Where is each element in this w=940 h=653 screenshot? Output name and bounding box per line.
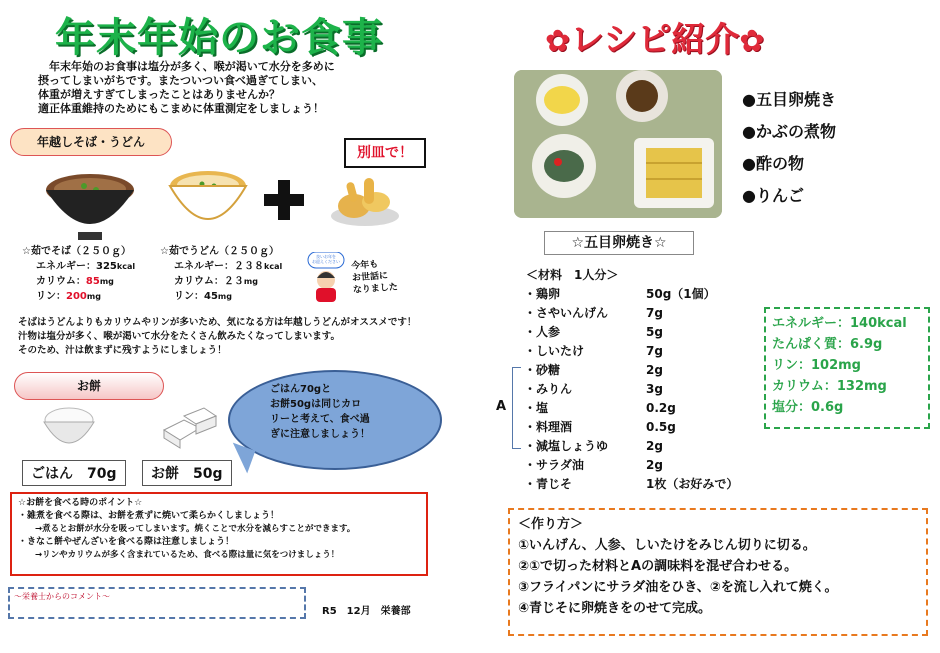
unit: mg xyxy=(86,292,101,301)
ingredient-amount: 3g xyxy=(646,382,663,396)
left-title: 年末年始のお食事 xyxy=(55,15,383,61)
menu-item: ●五目卵焼き xyxy=(742,90,836,109)
rice-bowl-image xyxy=(40,404,98,452)
label: リン： xyxy=(174,291,204,302)
howto-header: ＜作り方＞ xyxy=(518,517,584,532)
mochi-points-box xyxy=(10,492,428,576)
ingredients-header: ＜材料 1人分＞ xyxy=(526,268,619,282)
note-line: そばはうどんよりもカリウムやリンが多いため、気になる方は年越しうどんがオススメです！ xyxy=(18,317,417,328)
ingredient-amount: 2g xyxy=(646,363,663,377)
ingredient-row xyxy=(524,285,754,304)
nutrition-line: リン：102mg xyxy=(772,358,861,373)
udon-bowl-image xyxy=(168,166,248,238)
ingredient-name: ・砂糖 xyxy=(524,363,561,377)
ingredient-name: ・サラダ油 xyxy=(524,458,584,472)
howto-step: ②①で切った材料とAの調味料を混ぜ合わせる。 xyxy=(518,559,798,574)
howto-step: ①いんげん、人参、しいたけをみじん切りに切る。 xyxy=(518,538,816,553)
flower-icon: ✿ xyxy=(739,24,765,59)
menu-list xyxy=(742,84,836,212)
intro-line: 適正体重維持のためにもこまめに体重測定をしましょう！ xyxy=(38,102,324,115)
ingredient-name: ・塩 xyxy=(524,401,549,415)
ingredient-row xyxy=(524,456,754,475)
ingredient-row xyxy=(524,475,754,494)
ingredient-row xyxy=(524,380,754,399)
udon-phosphorus xyxy=(160,289,310,304)
ingredient-name: ・青じそ xyxy=(524,477,573,491)
points-line: →リンやカリウムが多く含まれているため、食べる際は量に気をつけましょう！ xyxy=(18,550,340,560)
unit: mg xyxy=(243,277,258,286)
value: ２３ xyxy=(223,276,244,287)
comment-label: ～栄養士からのコメント～ xyxy=(14,592,110,601)
intro-line: 体重が増えすぎてしまったことはありませんか？ xyxy=(38,88,280,101)
soba-potassium xyxy=(22,274,162,289)
label: カリウム： xyxy=(36,276,86,287)
right-title-text: レシピ紹介 xyxy=(570,20,740,60)
ingredient-row xyxy=(524,418,754,437)
label: エネルギー： xyxy=(36,261,96,272)
recipe-title: ☆五目卵焼き☆ xyxy=(544,231,694,255)
group-a-label: A xyxy=(496,399,507,414)
points-line: ・きなこ餅やぜんざいを食べる際は注意しましょう！ xyxy=(18,537,235,547)
speech-bubble-text: ごはん70gと お餅50gは同じカロ リーと考えて、食べ過 ぎに注意しましょう！ xyxy=(270,384,370,440)
ingredient-amount: 50g（1個） xyxy=(646,287,716,301)
ingredient-amount: 0.5g xyxy=(646,420,676,434)
right-title xyxy=(545,12,764,61)
unit: kcal xyxy=(116,262,136,271)
ingredient-name: ・減塩しょうゆ xyxy=(524,439,609,453)
ingredient-amount: 2g xyxy=(646,458,663,472)
ingredient-amount: 0.2g xyxy=(646,401,676,415)
howto-box xyxy=(508,508,928,636)
soba-section-pill: 年越しそば・うどん xyxy=(10,128,172,156)
label: カリウム： xyxy=(174,276,224,287)
ingredient-row xyxy=(524,323,754,342)
ingredient-row xyxy=(524,342,754,361)
ingredient-amount: 1枚（お好みで） xyxy=(646,477,739,491)
menu-item: ●酢の物 xyxy=(742,154,804,173)
nutrition-line: たんぱく質：6.9g xyxy=(772,337,883,352)
nutritionist-comment-box xyxy=(8,587,306,619)
nutrition-line: カリウム：132mg xyxy=(772,379,887,394)
ingredients-list xyxy=(524,285,754,494)
soba-nutrition xyxy=(22,244,162,304)
ingredient-amount: 5g xyxy=(646,325,663,339)
greeting-text: 今年も お世話に なりました xyxy=(350,259,399,296)
ingredient-row xyxy=(524,437,754,456)
points-line: ・雑煮を食べる際は、お餅を煮ずに焼いて柔らかくしましょう！ xyxy=(18,511,280,521)
udon-potassium xyxy=(160,274,310,289)
value: 200 xyxy=(66,291,87,302)
value: 85 xyxy=(85,276,100,287)
howto-step: ③フライパンにサラダ油をひき、②を流し入れて焼く。 xyxy=(518,580,838,595)
plus-icon-vertical xyxy=(278,180,290,220)
howto-step: ④青じそに卵焼きをのせて完成。 xyxy=(518,601,712,616)
soba-phosphorus xyxy=(22,289,162,304)
soba-name: ☆茹でそば（２５０ｇ） xyxy=(22,246,131,257)
points-line: →煮るとお餅が水分を吸ってしまいます。焼くことで水分を減らすことができます。 xyxy=(18,524,356,534)
soba-bowl-image xyxy=(44,168,136,242)
note-line: 汁物は塩分が多く、喉が渇いて水分をたくさん飲みたくなってしまいます。 xyxy=(18,331,341,342)
intro-line: 摂ってしまいがちです。またついつい食べ過ぎてしまい、 xyxy=(38,74,324,87)
udon-name: ☆茹でうどん（２５０ｇ） xyxy=(160,246,279,257)
recipe-nutrition-box xyxy=(764,307,930,429)
betsuzara-label xyxy=(344,138,426,168)
note-line: そのため、汁は飲まずに残すようにしましょう！ xyxy=(18,345,227,356)
ingredient-name: ・さやいんげん xyxy=(524,306,609,320)
unit: kcal xyxy=(264,262,283,271)
nutrition-line: 塩分：0.6g xyxy=(772,400,844,415)
ingredient-row xyxy=(524,304,754,323)
menu-item: ●かぶの煮物 xyxy=(742,122,836,141)
label: リン： xyxy=(36,291,66,302)
intro-text xyxy=(38,60,418,116)
mochi-image xyxy=(160,406,218,450)
unit: mg xyxy=(99,277,114,286)
betsuzara-text: 別皿で！ xyxy=(357,145,413,161)
tempura-image xyxy=(328,172,402,228)
gohan-tag: ごはん 70g xyxy=(22,460,126,486)
ingredient-name: ・しいたけ xyxy=(524,344,585,358)
udon-energy xyxy=(160,259,310,274)
ingredient-amount: 2g xyxy=(646,439,663,453)
mochi-section-pill: お餅 xyxy=(14,372,164,400)
group-a-bracket xyxy=(512,367,521,449)
points-title: ☆お餅を食べる時のポイント☆ xyxy=(18,498,143,508)
value: 325 xyxy=(96,261,117,272)
ingredient-name: ・料理酒 xyxy=(524,420,573,434)
ingredient-name: ・鶏卵 xyxy=(524,287,561,301)
meal-photo xyxy=(514,70,722,218)
ingredient-name: ・人参 xyxy=(524,325,561,339)
ingredient-row xyxy=(524,399,754,418)
ingredient-row xyxy=(524,361,754,380)
value: 45 xyxy=(204,291,218,302)
unit: mg xyxy=(217,292,232,301)
mochi-tag: お餅 50g xyxy=(142,460,232,486)
label: エネルギー： xyxy=(174,261,234,272)
ingredient-amount: 7g xyxy=(646,306,663,320)
menu-item: ●りんご xyxy=(742,186,804,205)
intro-line: 年末年始のお食事は塩分が多く、喉が渇いて水分を多めに xyxy=(38,60,335,73)
soba-energy xyxy=(22,259,162,274)
flower-icon: ✿ xyxy=(545,24,571,59)
nutrition-line: エネルギー：140kcal xyxy=(772,316,907,331)
udon-nutrition xyxy=(160,244,310,304)
ingredient-name: ・みりん xyxy=(524,382,573,396)
footer-text: R5 12月 栄養部 xyxy=(322,606,411,617)
value: ２３８ xyxy=(234,261,264,272)
character-sign: 良いお年を お迎えください xyxy=(312,254,340,264)
soba-notes xyxy=(18,316,438,358)
ingredient-amount: 7g xyxy=(646,344,663,358)
